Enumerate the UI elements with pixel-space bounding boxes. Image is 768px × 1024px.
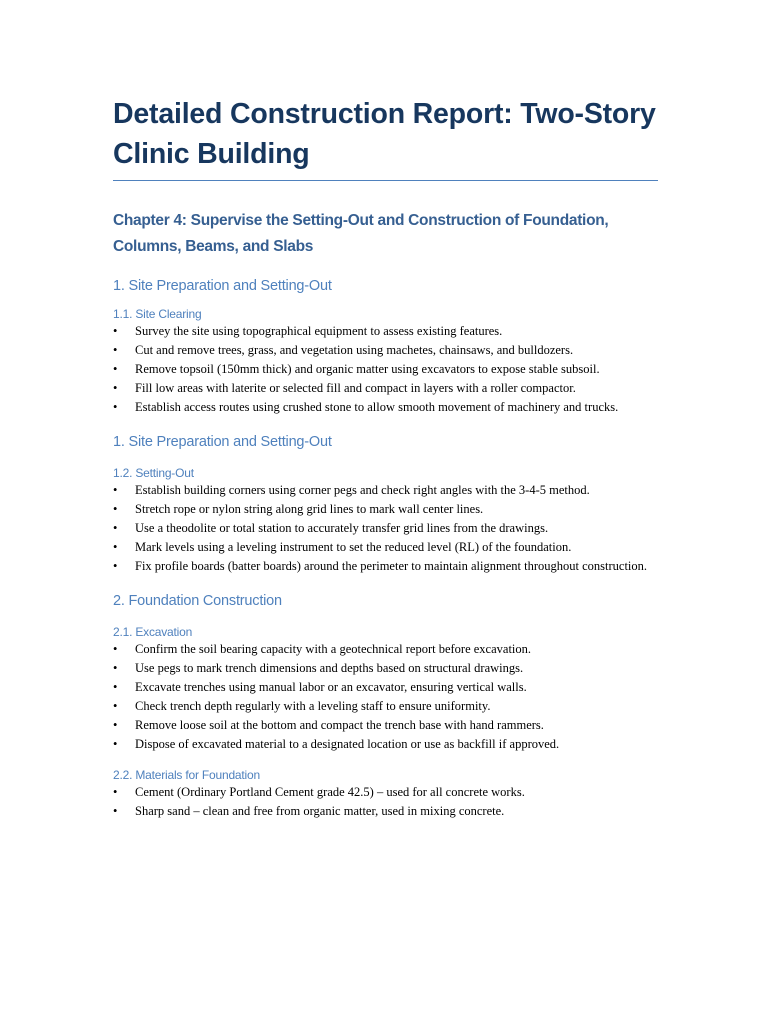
bullet-list [113, 640, 658, 754]
list-item-text: Check trench depth regularly with a leveling staff to ensure uniformity. [135, 699, 491, 713]
list-item-text: Use pegs to mark trench dimensions and depths based on structural drawings. [135, 661, 524, 675]
chapter-heading: Chapter 4: Supervise the Setting-Out and Construction of Foundation, Columns, Beams, and Slabs [113, 212, 609, 255]
bullet-marker: • [113, 718, 118, 732]
list-item [113, 360, 658, 379]
list-item [113, 500, 658, 519]
list-item [113, 735, 658, 754]
list-item-text: Establish access routes using crushed stone to allow smooth movement of machinery and trucks. [135, 400, 619, 414]
list-item-text: Establish building corners using corner pegs and check right angles with the 3-4-5 method. [135, 483, 590, 497]
list-item [113, 481, 658, 500]
list-item-text: Remove topsoil (150mm thick) and organic matter using excavators to expose stable subsoil. [135, 362, 600, 376]
bullet-marker: • [113, 521, 118, 535]
list-item-text: Dispose of excavated material to a designated location or use as backfill if approved. [135, 737, 560, 751]
bullet-marker: • [113, 661, 118, 675]
list-item-text: Cement (Ordinary Portland Cement grade 42.5) – used for all concrete works. [135, 785, 525, 799]
list-item-text: Survey the site using topographical equipment to assess existing features. [135, 324, 503, 338]
bullet-marker: • [113, 381, 118, 395]
list-item-text: Stretch rope or nylon string along grid lines to mark wall center lines. [135, 502, 484, 516]
list-item-text: Mark levels using a leveling instrument to set the reduced level (RL) of the foundation. [135, 540, 572, 554]
bullet-list [113, 322, 658, 417]
bullet-marker: • [113, 559, 118, 573]
section-heading: 2. Foundation Construction [113, 593, 282, 609]
list-item [113, 678, 658, 697]
bullet-list [113, 783, 658, 821]
list-item [113, 802, 658, 821]
bullet-list [113, 481, 658, 576]
list-item-text: Excavate trenches using manual labor or an excavator, ensuring vertical walls. [135, 680, 527, 694]
list-item-text: Use a theodolite or total station to accurately transfer grid lines from the drawings. [135, 521, 549, 535]
list-item [113, 557, 658, 576]
list-item-text: Fill low areas with laterite or selected fill and compact in layers with a roller compactor. [135, 381, 576, 395]
list-item-text: Fix profile boards (batter boards) around the perimeter to maintain alignment throughout construction. [135, 559, 648, 573]
list-item [113, 783, 658, 802]
list-item [113, 519, 658, 538]
bullet-marker: • [113, 362, 118, 376]
list-item [113, 341, 658, 360]
document-title: Detailed Construction Report: Two-Story Clinic Building [113, 94, 658, 181]
list-item [113, 716, 658, 735]
section-heading: 1. Site Preparation and Setting-Out [113, 434, 332, 450]
subsection-heading: 1.2. Setting-Out [113, 466, 194, 480]
section-heading: 1. Site Preparation and Setting-Out [113, 278, 332, 294]
list-item-text: Cut and remove trees, grass, and vegetation using machetes, chainsaws, and bulldozers. [135, 343, 574, 357]
list-item [113, 697, 658, 716]
subsection-heading: 2.1. Excavation [113, 625, 193, 639]
bullet-marker: • [113, 680, 118, 694]
list-item-text: Confirm the soil bearing capacity with a geotechnical report before excavation. [135, 642, 532, 656]
bullet-marker: • [113, 699, 118, 713]
list-item [113, 322, 658, 341]
list-item [113, 538, 658, 557]
bullet-marker: • [113, 400, 118, 414]
bullet-marker: • [113, 540, 118, 554]
bullet-marker: • [113, 737, 118, 751]
bullet-marker: • [113, 642, 118, 656]
document-content [113, 94, 658, 821]
list-item [113, 398, 658, 417]
bullet-marker: • [113, 502, 118, 516]
bullet-marker: • [113, 324, 118, 338]
list-item-text: Remove loose soil at the bottom and compact the trench base with hand rammers. [135, 718, 544, 732]
bullet-marker: • [113, 785, 118, 799]
list-item-text: Sharp sand – clean and free from organic matter, used in mixing concrete. [135, 804, 505, 818]
list-item [113, 379, 658, 398]
list-item [113, 640, 658, 659]
bullet-marker: • [113, 483, 118, 497]
subsection-heading: 2.2. Materials for Foundation [113, 768, 260, 782]
list-item [113, 659, 658, 678]
subsection-heading: 1.1. Site Clearing [113, 307, 202, 321]
bullet-marker: • [113, 343, 118, 357]
bullet-marker: • [113, 804, 118, 818]
